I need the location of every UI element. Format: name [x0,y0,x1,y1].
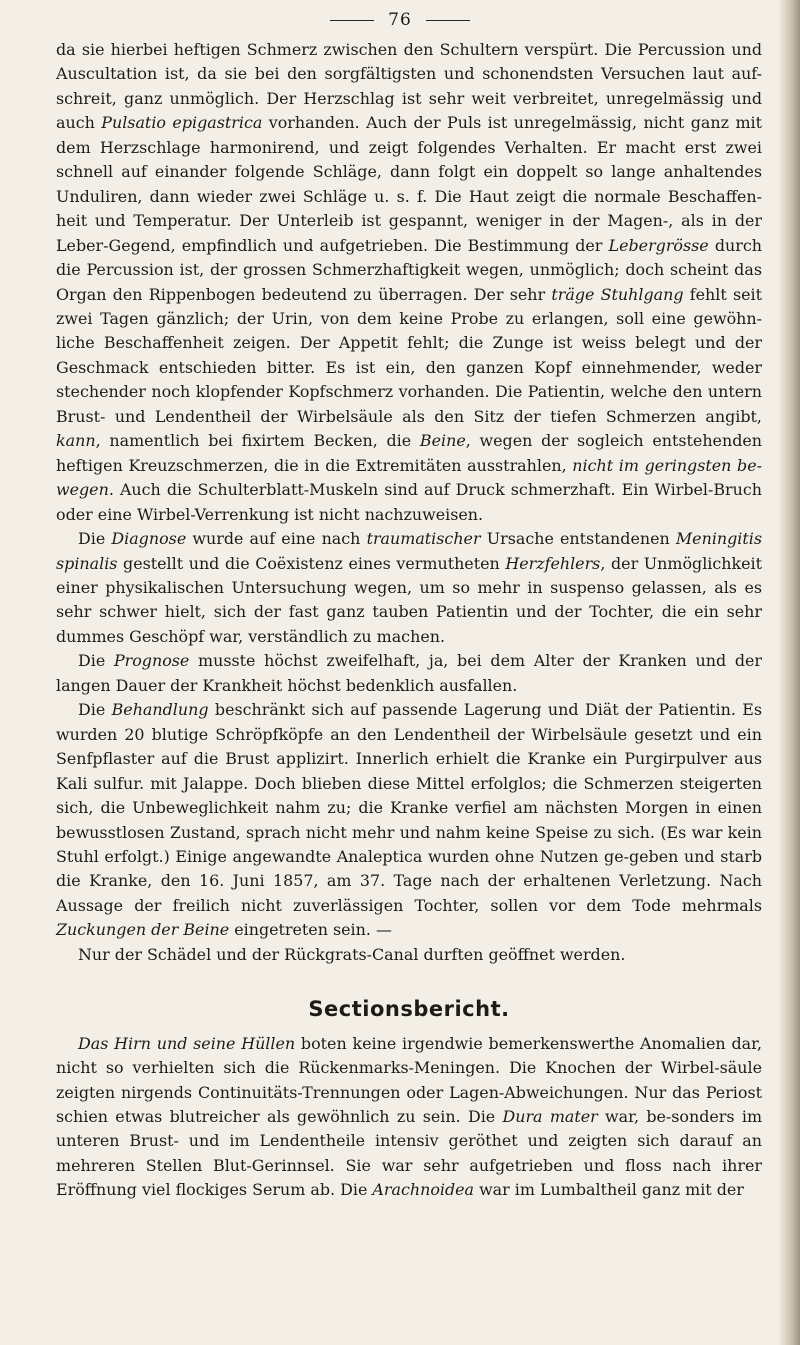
text-run: da sie hierbei heftigen Schmerz zwischen den Schultern verspürt. Die Percussion und Auscultation ist, da sie bei den sorgfältigsten und schonendsten Versuchen laut auf-schreit, ganz unmöglich. Der Herzschlag ist sehr weit verbreitet, unregelmässig und auch [56,40,762,133]
italic-run: traumatischer [366,529,481,549]
text-run: boten keine irgendwie bemerkenswerthe Anomalien dar, nicht so verhielten sich die Rückenmarks-Meningen. Die Knochen der Wirbel-säule zeigten nirgends Continuitäts-Trennungen oder Lagen-Abweichungen. Nur das Periost schien etwas blutreicher als gewöhnlich zu sein. Die [56,1033,762,1127]
text-run: durch die Percussion ist, der grossen Schmerzhaftigkeit wegen, unmöglich; doch scheint das Organ den Rippenbogen bedeutend zu überragen. Der sehr [56,235,762,304]
text-run: , namentlich bei fixirtem Becken, die [95,431,420,451]
text-run: eingetreten sein. — [229,920,392,940]
text-run: beschränkt sich auf passende Lagerung und Diät der Patientin. Es wurden 20 blutige Schröpfköpfe an den Lendentheil der Wirbelsäule gesetzt und ein Senfpflaster auf die Brust applizirt. Innerlich erhielt die Kranke ein Purgirpulver aus Kali sulfur. mit Jalappe. Doch blieben diese Mittel erfolglos; die Schmerzen steigerten sich, die Unbeweglichkeit nahm zu; die Kranke verfiel am nächsten Morgen in einen bewusstlosen Zustand, sprach nicht mehr und nahm keine Speise zu sich. (Es war kein Stuhl erfolgt.) Einige angewandte Analeptica wurden ohne Nutzen ge-geben und starb die Kranke, den 16. Juni 1857, am 37. Tage nach der erhaltenen Verletzung. Nach Aussage der freilich nicht zuverlässigen Tochter, sollen vor dem Tode mehrmals [56,700,762,915]
italic-run: Behandlung [111,700,209,720]
text-run: Die [78,529,112,549]
text-run: vorhanden. Auch der Puls ist unregelmässig, nicht ganz mit dem Herzschlage harmonirend, und zeigt folgendes Verhalten. Er macht erst zwei schnell auf einander folgende Schläge, dann folgt ein doppelt so lange anhaltendes Unduliren, dann wieder zwei Schläge u. s. f. Die Haut zeigt die normale Beschaffen-heit und Temperatur. Der Unterleib ist gespannt, weniger in der Magen-, als in der Leber-Gegend, empfindlich und aufgetrieben. Die Bestimmung der [56,113,762,255]
italic-run: träge Stuhlgang [551,284,684,304]
page-edge-shadow [778,0,800,1345]
paragraph [56,527,762,649]
text-run: Die [78,651,114,671]
text-run: wurde auf eine nach [186,529,367,549]
page-number-text: 76 [388,10,412,30]
italic-run: Pulsatio epigastrica [101,113,263,133]
italic-run: Herzfehlers [505,553,601,573]
italic-run: Das Hirn und seine Hüllen [78,1033,296,1053]
text-run: war, be-sonders im unteren Brust- und im Lendentheile intensiv geröthet und zeigten sich darauf an mehreren Stellen Blut-Gerinnsel. Sie war sehr aufgetrieben und floss nach ihrer Eröffnung viel flockiges Serum ab. Die [56,1107,763,1200]
italic-run: Zuckungen der Beine [56,920,230,940]
text-run: Ursache entstandenen [480,529,676,549]
text-run: Die [78,700,112,720]
text-run: gestellt und die Coëxistenz eines vermutheten [117,553,506,573]
section-heading: Sectionsbericht. [308,997,510,1022]
paragraph [56,698,762,943]
italic-run: Dura mater [502,1107,598,1127]
italic-run: nicht im geringsten be-wegen [56,455,762,500]
page-number [0,10,800,30]
paragraph [56,649,762,698]
italic-run: Lebergrösse [608,235,709,255]
rule-left [330,20,374,21]
paragraph [56,1032,762,1203]
text-run: fehlt seit zwei Tagen gänzlich; der Urin, von dem keine Probe zu erlangen, soll eine gewöhn-liche Beschaffenheit zeigen. Der Appetit fehlt; die Zunge ist weiss belegt und der Geschmack entschieden bitter. Es ist ein, den ganzen Kopf einnehmender, weder stechender noch klopfender Kopfschmerz vorhanden. Die Patientin, welche den untern Brust- und Lendentheil der Wirbelsäule als den Sitz der tiefen Schmerzen angibt, [56,284,762,426]
italic-run: Arachnoidea [372,1180,475,1200]
text-run: , wegen der sogleich entstehenden heftigen Kreuzschmerzen, die in die Extremitäten ausstrahlen, [56,431,763,475]
italic-run: kann [56,431,96,451]
text-run: musste höchst zweifelhaft, ja, bei dem Alter der Kranken und der langen Dauer der Krankheit höchst bedenklich ausfallen. [56,651,762,695]
text-run: . Auch die Schulterblatt-Muskeln sind auf Druck schmerzhaft. Ein Wirbel-Bruch oder eine Wirbel-Verrenkung ist nicht nachzuweisen. [56,480,762,524]
text-body [56,38,762,1203]
text-run: Nur der Schädel und der Rückgrats-Canal durften geöffnet werden. [78,944,626,964]
rule-right [426,20,470,21]
paragraph [56,38,762,527]
paragraph [56,943,762,967]
italic-run: Beine [419,431,466,451]
italic-run: Diagnose [111,529,187,549]
text-run: war im Lumbaltheil ganz mit der [474,1180,744,1200]
italic-run: Meningitis spinalis [56,529,763,573]
italic-run: Prognose [113,651,190,671]
text-run: , der Unmöglichkeit einer physikalischen Untersuchung wegen, um so mehr in suspenso gelassen, als es sehr schwer hielt, sich der fast ganz tauben Patientin und der Tochter, die ein sehr dummes Geschöpf war, verständlich zu machen. [56,553,763,646]
